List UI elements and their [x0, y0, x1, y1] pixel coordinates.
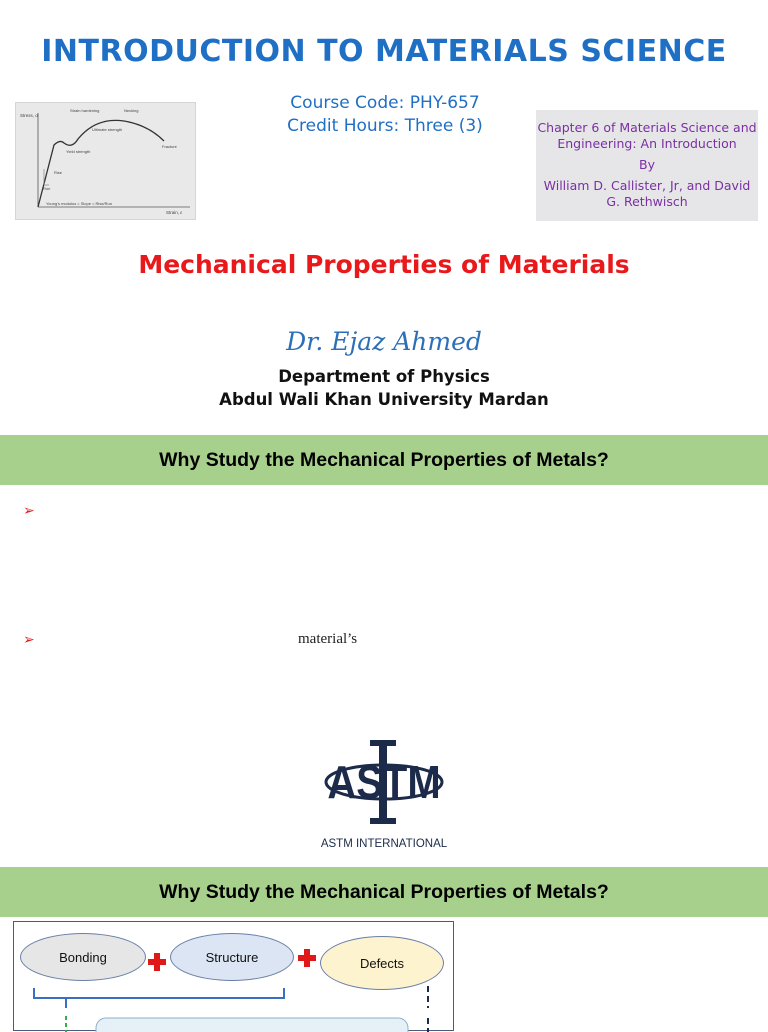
curve-label: Run — [43, 186, 51, 191]
diagram-connectors — [14, 922, 455, 1032]
author-name: Dr. Ejaz Ahmed — [286, 327, 482, 356]
university: Abdul Wali Khan University Mardan — [219, 390, 549, 409]
bullet-text-fragment: material’s — [298, 631, 358, 647]
curve-label: Fracture — [162, 144, 177, 149]
bullet-arrow-icon: ➢ — [23, 502, 35, 518]
chapter-title: Chapter 6 of Materials Science and Engineering: An Introduction — [537, 120, 757, 151]
x-axis-label: Strain, ε — [166, 210, 183, 215]
astm-letters: ASTM — [327, 757, 441, 809]
chapter-by: By — [639, 157, 655, 172]
department: Department of Physics — [278, 367, 490, 386]
curve-label: Necking — [124, 108, 139, 113]
structure-oval: Structure — [170, 933, 294, 981]
properties-diagram — [13, 921, 454, 1031]
section-heading: Why Study the Mechanical Properties of Metals? — [159, 880, 609, 903]
section-heading-banner — [0, 867, 768, 917]
defects-oval: Defects — [320, 936, 444, 990]
curve-label: Strain hardening — [70, 108, 100, 113]
y-axis-label: Stress, σ — [20, 113, 39, 118]
page-title: INTRODUCTION TO MATERIALS SCIENCE — [41, 34, 727, 69]
curve-label: Young's modulus = Slope = Rise/Run — [46, 201, 112, 206]
course-code: Course Code: PHY-657 — [290, 93, 480, 113]
astm-logo — [322, 736, 446, 836]
bonding-oval: Bonding — [20, 933, 146, 981]
curve-label: Yield strength — [66, 149, 91, 154]
astm-caption: ASTM INTERNATIONAL — [320, 838, 448, 850]
section-heading-banner — [0, 435, 768, 485]
presentation-subtitle: Mechanical Properties of Materials — [138, 250, 630, 279]
chapter-authors: William D. Callister, Jr, and David G. Rethwisch — [543, 178, 751, 209]
curve-label: Rise — [54, 170, 63, 175]
bullet-arrow-icon: ➢ — [23, 631, 35, 647]
astm-logo-mark — [322, 736, 446, 836]
stress-strain-diagram — [15, 102, 196, 220]
curve-label: Ultimate strength — [92, 127, 123, 132]
stress-strain-curve — [16, 103, 195, 219]
section-heading: Why Study the Mechanical Properties of Metals? — [159, 448, 609, 471]
chapter-reference-box — [536, 110, 758, 221]
credit-hours: Credit Hours: Three (3) — [287, 116, 483, 136]
